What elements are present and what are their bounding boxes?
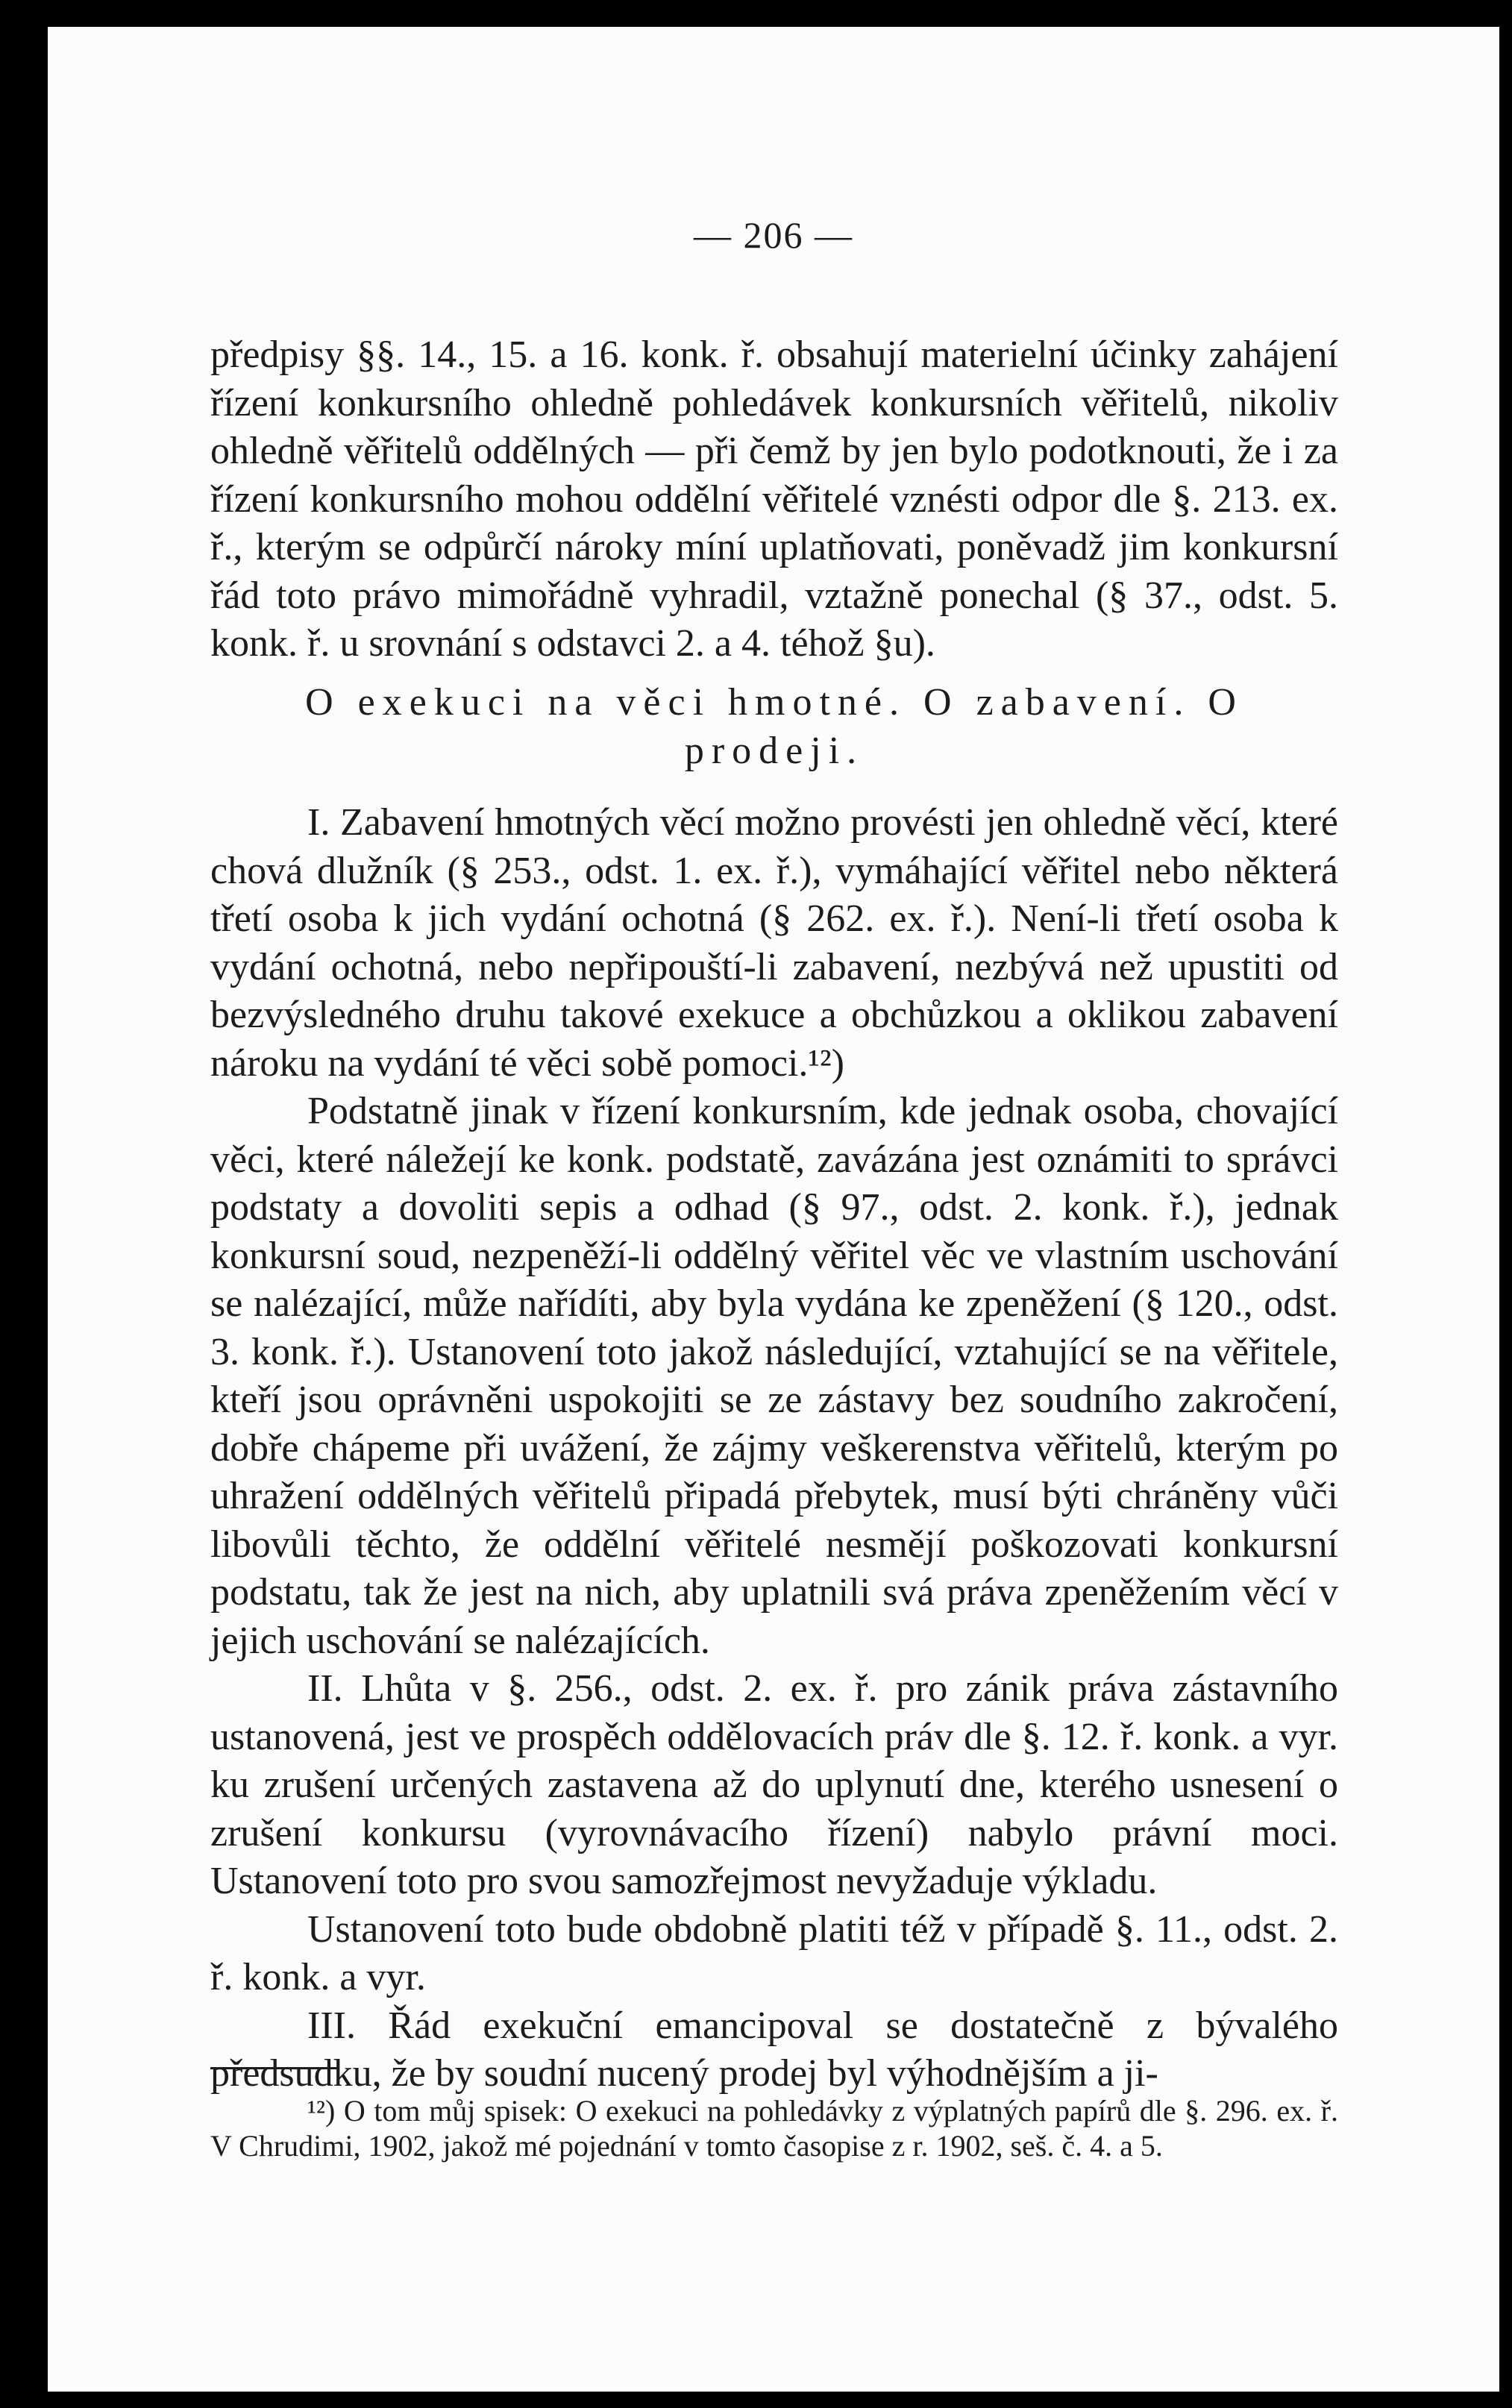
paragraph-5: III. Řád exekuční emancipoval se dostatečně z bývalého předsudku, že by soudní nucený prodej byl výhodnějším a ji-	[210, 2004, 1338, 2095]
page-number: — 206 —	[694, 214, 853, 256]
paragraph-3: II. Lhůta v §. 256., odst. 2. ex. ř. pro zánik práva zástavního ustanovená, jest ve prospěch oddělovacích práv dle §. 12. ř. konk. a vyr. ku zrušení určených zastavena až do uplynutí dne, kterého usnesení o zrušení konkursu (vyrovnávacího řízení) nabylo právní moci. Ustanovení toto pro svou samozřejmost nevyžaduje výkladu.	[210, 1667, 1338, 1902]
intro-paragraph	[210, 331, 1338, 668]
intro-text: předpisy §§. 14., 15. a 16. konk. ř. obsahují materielní účinky zahájení řízení konkursního ohledně pohledávek konkursních věřitelů, nikoliv ohledně věřitelů oddělných — při čemž by jen bylo podotknouti, že i za řízení konkursního mohou oddělní věřitelé vznésti odpor dle §. 213. ex. ř., kterým se odpůrčí nároky míní uplatňovati, poněvadž jim konkursní řád toto právo mimořádně vyhradil, vztažně ponechal (§ 37., odst. 5. konk. ř. u srovnání s odstavci 2. a 4. téhož §u).	[210, 333, 1338, 665]
paragraph-4: Ustanovení toto bude obdobně platiti též v případě §. 11., odst. 2. ř. konk. a vyr.	[210, 1907, 1338, 1998]
footnote-divider	[210, 2067, 337, 2069]
document-page	[48, 27, 1499, 2392]
body-text	[210, 799, 1338, 2098]
paragraph-2: Podstatně jinak v řízení konkursním, kde jednak osoba, chovající věci, které náležejí ke konk. podstatě, zavázána jest oznámiti to správci podstaty a dovoliti sepis a odhad (§ 97., odst. 2. konk. ř.), jednak konkursní soud, nezpeněží-li oddělný věřitel věc ve vlastním uschování se nalézající, může nařídíti, aby byla vydána ke zpeněžení (§ 120., odst. 3. konk. ř.). Ustanovení toto jakož následující, vztahující se na věřitele, kteří jsou oprávněni uspokojiti se ze zástavy bez soudního zakročení, dobře chápeme při uvážení, že zájmy veškerenstva věřitelů, kterým po uhražení oddělných věřitelů připadá přebytek, musí býti chráněny vůči libovůli těchto, že oddělní věřitelé nesmějí poškozovati konkursní podstatu, tak že jest na nich, aby uplatnili svá práva zpeněžením věcí v jejich uschování se nalézajících.	[210, 1090, 1338, 1662]
footnote	[210, 2093, 1338, 2163]
paragraph-1: I. Zabavení hmotných věcí možno provésti jen ohledně věcí, které chová dlužník (§ 253., odst. 1. ex. ř.), vymáhající věřitel nebo některá třetí osoba k jich vydání ochotná (§ 262. ex. ř.). Není-li třetí osoba k vydání ochotná, nebo nepřipouští-li zabavení, nezbývá než upustiti od bezvýsledného druhu takové exekuce a obchůzkou a oklikou zabavení nároku na vydání té věci sobě pomoci.¹²)	[210, 801, 1338, 1085]
section-heading: O exekuci na věci hmotné. O zabavení. O prodeji.	[305, 681, 1243, 772]
footnote-text: ¹²) O tom můj spisek: O exekuci na pohledávky z výplatných papírů dle §. 296. ex. ř. V Chrudimi, 1902, jakož mé pojednání v tomto časopise z r. 1902, seš. č. 4. a 5.	[210, 2094, 1338, 2163]
